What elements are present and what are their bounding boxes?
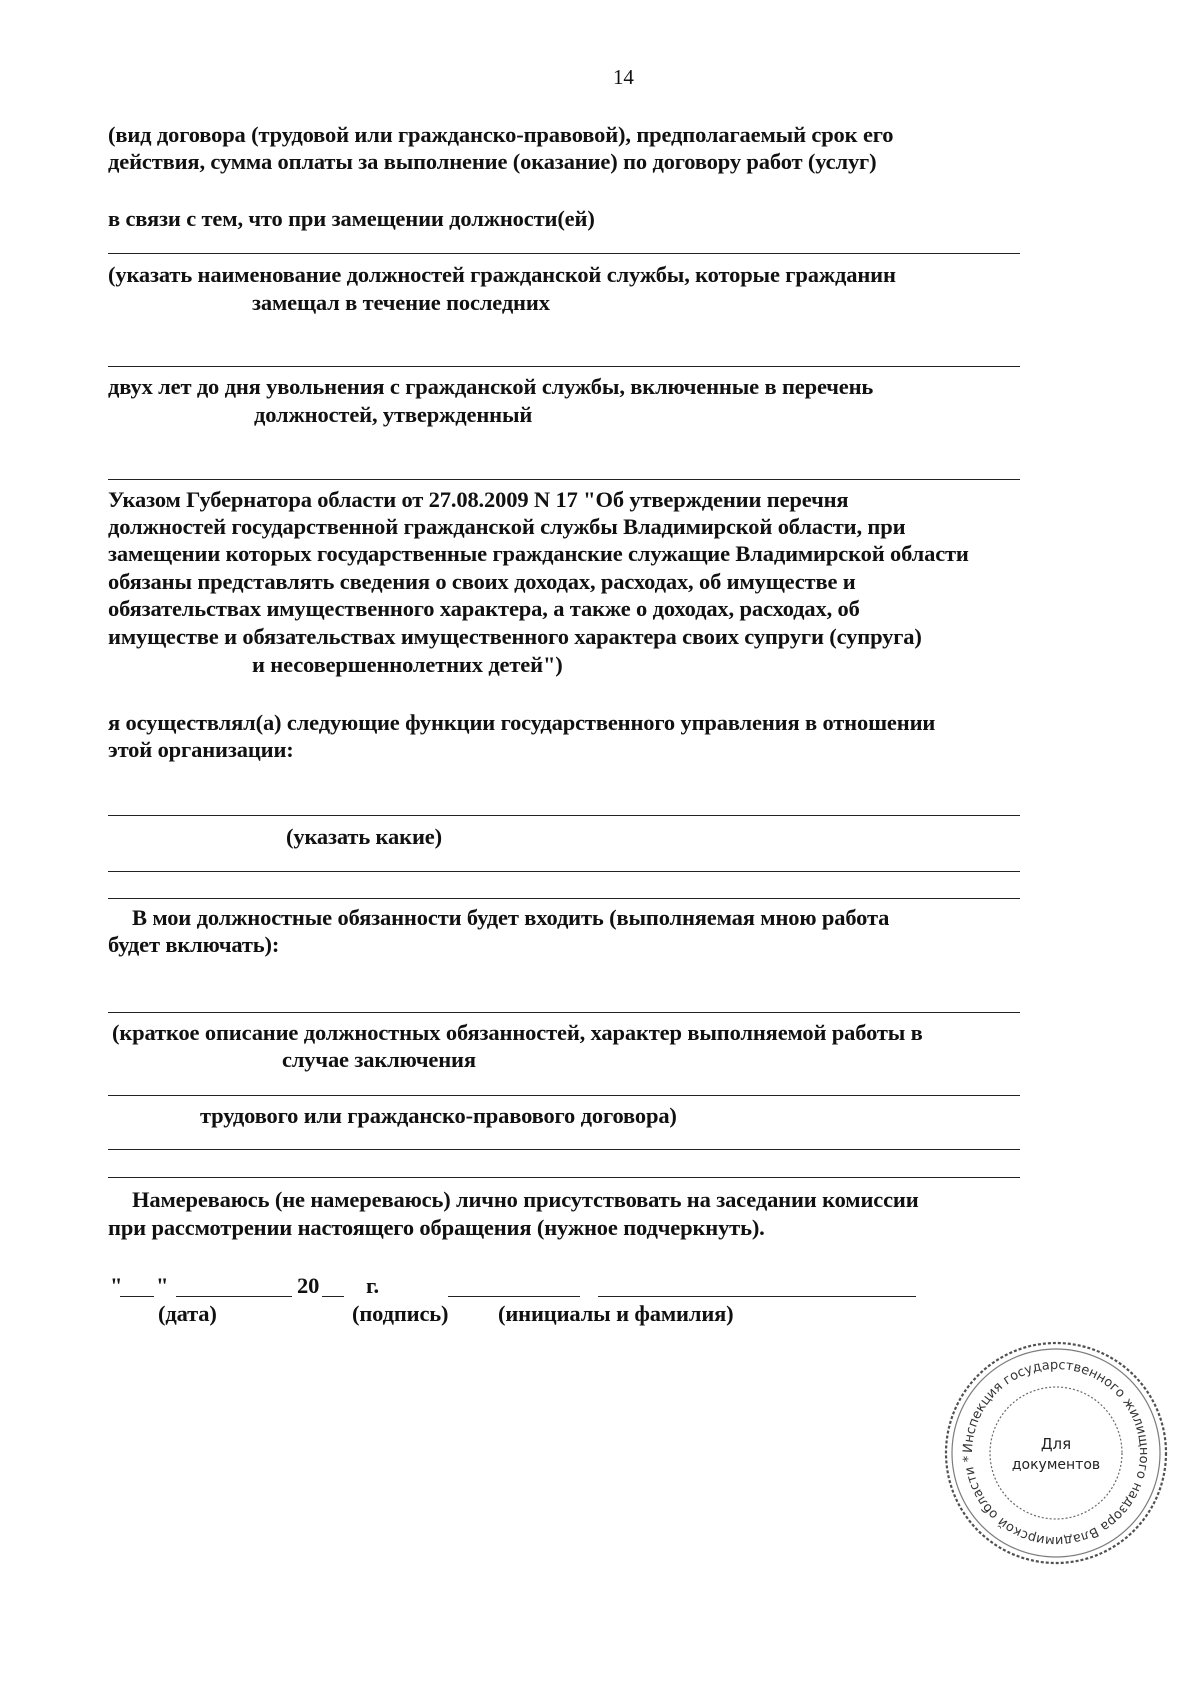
in-connection-text: в связи с тем, что при замещении должности(ей) — [108, 206, 595, 231]
stamp-graphic — [938, 1335, 1174, 1571]
stamp-ring-text: Инспекция государственного жилищного надзора Владимирской области * — [960, 1357, 1152, 1549]
signature-caption: (подпись) — [352, 1301, 449, 1326]
duties-caption-line3: трудового или гражданско-правового договора) — [200, 1103, 677, 1128]
date-quote-open: " — [110, 1273, 123, 1298]
duties-text-line2: будет включать): — [108, 932, 280, 957]
initials-caption: (инициалы и фамилия) — [498, 1301, 734, 1326]
decree-text-line6: имуществе и обязательствах имущественного характера своих супруги (супруга) — [108, 624, 922, 649]
duties-caption-line1: (краткое описание должностных обязанностей, характер выполняемой работы в — [112, 1020, 923, 1045]
decree-fill-line — [108, 479, 1020, 480]
initials-blank-line — [598, 1296, 916, 1297]
decree-text-line3: замещении которых государственные гражданские служащие Владимирской области — [108, 541, 969, 566]
date-quote-close: " — [156, 1273, 169, 1298]
duties-fill-line-3 — [108, 1149, 1020, 1150]
duties-caption-line2: случае заключения — [282, 1047, 476, 1072]
functions-fill-line-3 — [108, 898, 1020, 899]
official-stamp — [938, 1335, 1174, 1571]
two-years-caption-line2: должностей, утвержденный — [254, 402, 533, 427]
decree-text-line7: и несовершеннолетних детей") — [252, 652, 563, 677]
decree-text-line1: Указом Губернатора области от 27.08.2009 N 17 "Об утверждении перечня — [108, 487, 849, 512]
stamp-center-line2: документов — [1011, 1457, 1101, 1473]
duties-fill-line-2 — [108, 1095, 1020, 1096]
decree-text-line5: обязательствах имущественного характера, а также о доходах, расходах, об — [108, 596, 860, 621]
duties-fill-line-4 — [108, 1177, 1020, 1178]
two-years-fill-line — [108, 366, 1020, 367]
functions-fill-line-1 — [108, 815, 1020, 816]
contract-type-caption-line2: действия, сумма оплаты за выполнение (оказание) по договору работ (услуг) — [108, 149, 877, 174]
page-number: 14 — [613, 65, 634, 89]
stamp-center-line1: Для — [1040, 1435, 1072, 1453]
two-years-caption-line1: двух лет до дня увольнения с гражданской службы, включенные в перечень — [108, 374, 874, 399]
duties-text-line1: В мои должностные обязанности будет входить (выполняемая мною работа — [132, 905, 890, 930]
positions-fill-line — [108, 253, 1020, 254]
year-prefix: 20 — [297, 1273, 320, 1298]
year-suffix: г. — [366, 1273, 380, 1298]
specify-which-caption: (указать какие) — [286, 824, 442, 849]
positions-caption-line2: замещал в течение последних — [252, 290, 550, 315]
contract-type-caption-line1: (вид договора (трудовой или гражданско-правовой), предполагаемый срок его — [108, 122, 894, 147]
date-caption: (дата) — [158, 1301, 217, 1326]
decree-text-line2: должностей государственной гражданской службы Владимирской области, при — [108, 514, 906, 539]
day-blank-line — [120, 1296, 154, 1297]
decree-text-line4: обязаны представлять сведения о своих доходах, расходах, об имуществе и — [108, 569, 856, 594]
functions-text-line1: я осуществлял(а) следующие функции государственного управления в отношении — [108, 710, 936, 735]
year-blank-line — [322, 1296, 344, 1297]
intention-text-line2: при рассмотрении настоящего обращения (нужное подчеркнуть). — [108, 1215, 765, 1240]
functions-fill-line-2 — [108, 871, 1020, 872]
month-blank-line — [176, 1296, 292, 1297]
intention-text-line1: Намереваюсь (не намереваюсь) лично присутствовать на заседании комиссии — [132, 1187, 919, 1212]
duties-fill-line-1 — [108, 1012, 1020, 1013]
positions-caption-line1: (указать наименование должностей гражданской службы, которые гражданин — [108, 262, 896, 287]
functions-text-line2: этой организации: — [108, 737, 294, 762]
signature-blank-line — [448, 1296, 580, 1297]
